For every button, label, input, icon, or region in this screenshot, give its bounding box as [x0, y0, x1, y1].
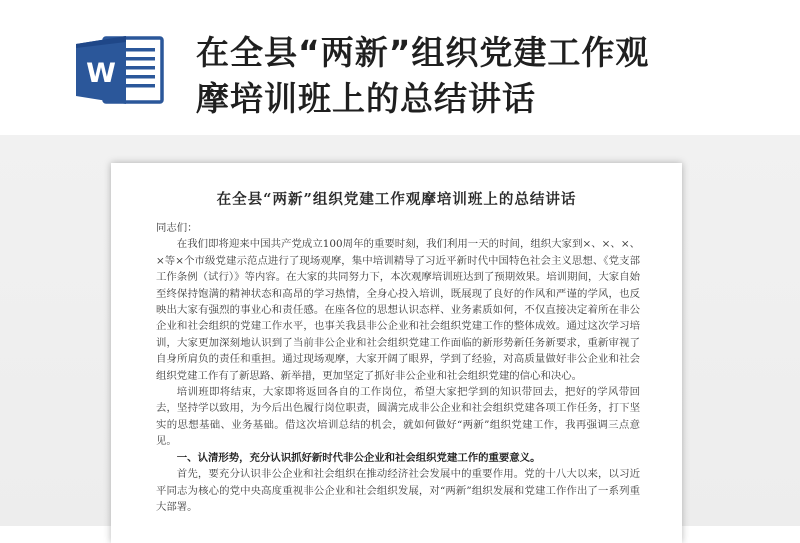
salutation: 同志们：	[156, 222, 198, 234]
page-title	[196, 30, 756, 122]
page-title-line-1: 在全县“两新”组织党建工作观	[196, 33, 650, 72]
header-banner	[0, 0, 800, 135]
word-document-icon	[74, 34, 166, 106]
document-page	[111, 163, 682, 543]
paragraph-1: 在我们即将迎来中国共产党成立100周年的重要时刻，我们利用一天的时间，组织大家到×、×、×、×等×个市级党建示范点进行了现场观摩，集中培训精导了习近平新时代中国特色社会主义思想、《党支部工作条例（试行）》等内容。在大家的共同努力下，本次观摩培训班达到了预期效果。培训期间，大家自始至终保持饱满的精神状态和高昂的学习热情，全身心投入培训，既展现了良好的作风和严谨的学风，也反映出大家有强烈的事业心和责任感。在座各位的思想认识态样、业务素质如何，不仅直接决定着所在非公企业和社会组织的党建工作水平，也事关我县非公企业和社会组织党建工作的整体成效。通过这次学习培训，大家更加深刻地认识到了当前非公企业和社会组织党建工作面临的新形势新任务新要求，重新审视了自身所肩负的责任和重担。通过现场观摩，大家开阔了眼界，学到了经验，对高质量做好非公企业和社会组织党建工作有了新思路、新举措，更加坚定了抓好非公企业和社会组织党建的信心和决心。	[156, 238, 640, 382]
paragraph-2: 培训班即将结束，大家即将返回各自的工作岗位，希望大家把学到的知识带回去，把好的学风带回去，坚持学以致用，为今后出色履行岗位职责，圆满完成非公企业和社会组织党建各项工作任务，打下坚实的思想基础、业务基础。借这次培训总结的机会，就如何做好“两新”组织党建工作，我再强调三点意见。	[156, 386, 640, 448]
document-title: 在全县“两新”组织党建工作观摩培训班上的总结讲话	[216, 191, 577, 208]
paragraph-3: 首先，要充分认识非公企业和社会组织在推动经济社会发展中的重要作用。党的十八大以来，以习近平同志为核心的党中央高度重视非公企业和社会组织发展，对“两新”组织发展和党建工作作出了一系列重大部署。	[156, 468, 640, 513]
word-icon-letter: W	[86, 58, 116, 89]
document-body	[156, 220, 640, 515]
section-heading: 一、认清形势，充分认识抓好新时代非公企业和社会组织党建工作的重要意义。	[176, 451, 541, 464]
page-title-line-2: 摩培训班上的总结讲话	[196, 79, 536, 118]
